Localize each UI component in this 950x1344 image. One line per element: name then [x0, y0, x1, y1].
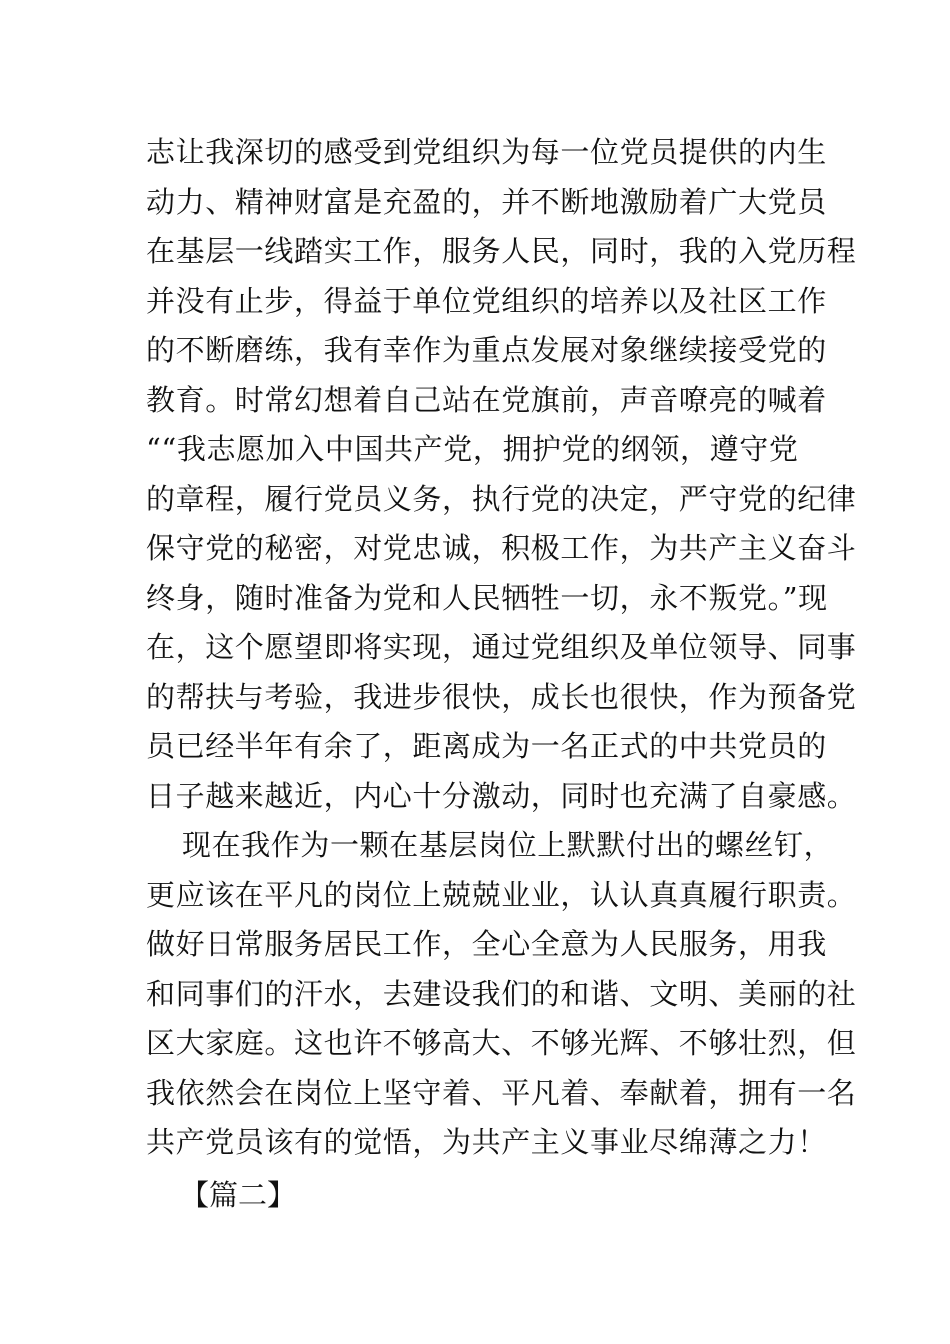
- text-line: 的章程，履行党员义务，执行党的决定，严守党的纪律: [146, 481, 857, 516]
- text-line: 更应该在平凡的岗位上兢兢业业，认认真真履行职责。: [146, 877, 857, 912]
- text-line: 教育。时常幻想着自己站在党旗前，声音嘹亮的喊着: [146, 382, 827, 417]
- text-line: 我依然会在岗位上坚守着、平凡着、奉献着，拥有一名: [146, 1075, 857, 1110]
- text-line: 终身，随时准备为党和人民牺牲一切，永不叛党。”现: [146, 580, 828, 615]
- text-line: 日子越来越近，内心十分激动，同时也充满了自豪感。: [146, 778, 857, 813]
- text-line: 在基层一线踏实工作，服务人民，同时，我的入党历程: [146, 234, 857, 268]
- text-line: 员已经半年有余了，距离成为一名正式的中共党员的: [146, 729, 827, 763]
- text-line: 的帮扶与考验，我进步很快，成长也很快，作为预备党: [146, 679, 857, 714]
- text-line: 保守党的秘密，对党忠诚，积极工作，为共产主义奋斗: [146, 531, 857, 565]
- section-heading: 【篇二】: [180, 1178, 297, 1212]
- text-line: 动力、精神财富是充盈的，并不断地激励着广大党员: [146, 184, 827, 219]
- text-line: 的不断磨练，我有幸作为重点发展对象继续接受党的: [146, 333, 827, 367]
- document-body: [146, 128, 857, 1168]
- text-line: 区大家庭。这也许不够高大、不够光辉、不够壮烈，但: [146, 1026, 857, 1060]
- text-line: 在，这个愿望即将实现，通过党组织及单位领导、同事: [146, 630, 857, 664]
- text-line: 共产党员该有的觉悟，为共产主义事业尽绵薄之力！: [146, 1125, 827, 1159]
- text-line: 志让我深切的感受到党组织为每一位党员提供的内生: [146, 135, 827, 169]
- text-line: ““我志愿加入中国共产党，拥护党的纲领，遵守党: [146, 432, 799, 466]
- text-line: 并没有止步，得益于单位党组织的培养以及社区工作: [146, 283, 827, 318]
- text-line: 做好日常服务居民工作，全心全意为人民服务，用我: [146, 927, 827, 961]
- text-line: 和同事们的汗水，去建设我们的和谐、文明、美丽的社: [146, 976, 857, 1011]
- text-line: 现在我作为一颗在基层岗位上默默付出的螺丝钉，: [182, 828, 834, 862]
